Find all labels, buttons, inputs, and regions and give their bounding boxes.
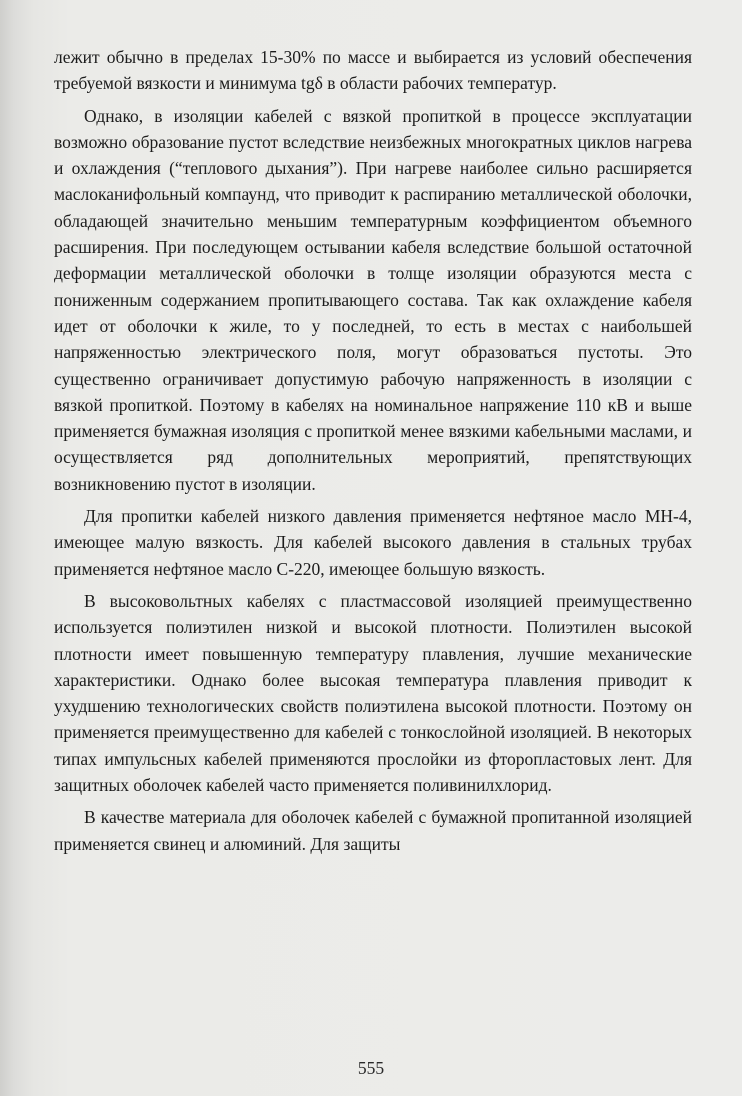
paragraph-4: В высоковольтных кабелях с пластмассовой изоляцией преимущественно используется полиэтилен низкой и высокой плотности. Полиэтилен высокой плотности имеет повышенную температуру плавления, лучшие механические характеристики. Однако более высокая температура плавления приводит к ухудшению технологических свойств полиэтилена высокой плотности. Поэтому он применяется преимущественно для кабелей с тонкослойной изоляцией. В некоторых типах импульсных кабелей применяются прослойки из фторопластовых лент. Для защитных оболочек кабелей часто применяется поливинилхлорид. [54,590,692,796]
paragraph-1: лежит обычно в пределах 15-30% по массе и выбирается из условий обеспечения требуемой вязкости и минимума tgδ в области рабочих температур. [54,47,692,94]
paragraph-5: В качестве материала для оболочек кабелей с бумажной пропитанной изоляцией применяется свинец и алюминий. Для защиты [54,807,692,854]
paragraph-3: Для пропитки кабелей низкого давления применяется нефтяное масло МН-4, имеющее малую вязкость. Для кабелей высокого давления в стальных трубах применяется нефтяное масло С-220, имеющее большую вязкость. [54,506,692,579]
body-text [54,44,692,863]
page-number: 555 [357,1058,385,1078]
paragraph-2: Однако, в изоляции кабелей с вязкой пропиткой в процессе эксплуатации возможно образование пустот вследствие неизбежных многократных циклов нагрева и охлаждения (“теплового дыхания”). При нагреве наиболее сильно расширяется маслоканифольный компаунд, что приводит к распиранию металлической оболочки, обладающей значительно меньшим температурным коэффициентом объемного расширения. При последующем остывании кабеля вследствие большой остаточной деформации металлической оболочки в толще изоляции образуются места с пониженным содержанием пропитывающего состава. Так как охлаждение кабеля идет от оболочки к жиле, то у последней, то есть в местах с наибольшей напряженностью электрического поля, могут образоваться пустоты. Это существенно ограничивает допустимую рабочую напряженность в изоляции с вязкой пропиткой. Поэтому в кабелях на номинальное напряжение 110 кВ и выше применяется бумажная изоляция с пропиткой менее вязкими кабельными маслами, и осуществляется ряд дополнительных мероприятий, препятствующих возникновению пустот в изоляции. [54,105,692,494]
